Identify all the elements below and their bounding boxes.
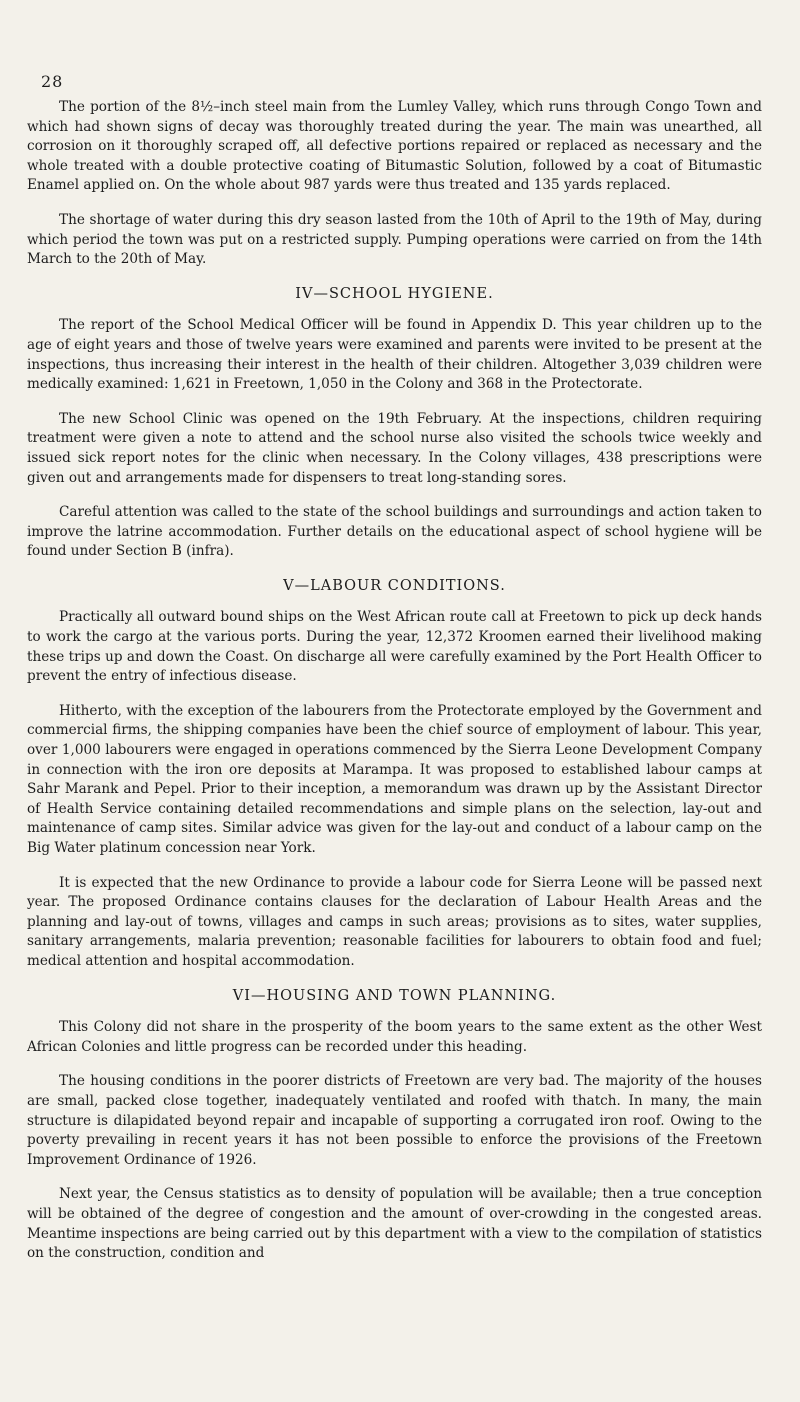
document-body bbox=[27, 98, 762, 1279]
paragraph: The new School Clinic was opened on the 19th February. At the inspections, children requiring treatment were given a note to attend and the school nurse also visited the schools twice weekly and issued sick report notes for the clinic when necessary. In the Colony villages, 438 prescriptions were given out and arrangements made for dispensers to treat long-standing sores. bbox=[27, 410, 762, 486]
section-heading-housing: VI—HOUSING AND TOWN PLANNING. bbox=[232, 987, 557, 1004]
paragraph: Hitherto, with the exception of the labourers from the Protectorate employed by the Government and commercial firms, the shipping companies have been the chief source of employment of labour. This year, over 1,000 labourers were engaged in operations commenced by the Sierra Leone Development Company in connection with the iron ore deposits at Marampa. It was proposed to established labour camps at Sahr Marank and Pepel. Prior to their inception, a memorandum was drawn up by the Assistant Director of Health Service containing detailed recommendations and simple plans on the selection, lay-out and maintenance of camp sites. Similar advice was given for the lay-out and conduct of a labour camp on the Big Water platinum concession near York. bbox=[27, 702, 762, 856]
paragraph-water-shortage: The shortage of water during this dry season lasted from the 10th of April to the 19th of May, during which period the town was put on a restricted supply. Pumping operations were carried on from the 14th March to the 20th of May. bbox=[27, 211, 762, 268]
paragraph: This Colony did not share in the prosperity of the boom years to the same extent as the other West African Colonies and little progress can be recorded under this heading. bbox=[27, 1019, 762, 1055]
section-heading-labour-conditions: V—LABOUR CONDITIONS. bbox=[283, 577, 506, 594]
paragraph: It is expected that the new Ordinance to provide a labour code for Sierra Leone will be passed next year. The proposed Ordinance contains clauses for the declaration of Labour Health Areas and the planning and lay-out of towns, villages and camps in such areas; provisions as to sites, water supplies, sanitary arrangements, malaria prevention; reasonable facilities for labourers to obtain food and fuel; medical attention and hospital accommodation. bbox=[27, 874, 762, 969]
paragraph: Next year, the Census statistics as to density of population will be available; then a true conception will be obtained of the degree of congestion and the amount of over-crowding in the congested areas. Meantime inspections are being carried out by this department with a view to the compilation of statistics on the construction, condition and bbox=[27, 1186, 762, 1262]
section-heading-school-hygiene: IV—SCHOOL HYGIENE. bbox=[295, 285, 494, 302]
paragraph: Practically all outward bound ships on the West African route call at Freetown to pick up deck hands to work the cargo at the various ports. During the year, 12,372 Kroomen earned their livelihood making these trips up and down the Coast. On discharge all were carefully examined by the Port Health Officer to prevent the entry of infectious disease. bbox=[27, 609, 762, 685]
paragraph: Careful attention was called to the state of the school buildings and surroundings and action taken to improve the latrine accommodation. Further details on the educational aspect of school hygiene will be found under Section B (infra). bbox=[27, 504, 762, 560]
paragraph: The report of the School Medical Officer will be found in Appendix D. This year children up to the age of eight years and those of twelve years were examined and parents were invited to be present at the inspections, thus increasing their interest in the health of their children. Altogether 3,039 children were medically examined: 1,621 in Freetown, 1,050 in the Colony and 368 in the Protectorate. bbox=[27, 317, 762, 393]
paragraph: The housing conditions in the poorer districts of Freetown are very bad. The majority of the houses are small, packed close together, inadequately ventilated and roofed with thatch. In many, the main structure is dilapidated beyond repair and incapable of supporting a corrugated iron roof. Owing to the poverty prevailing in recent years it has not been possible to enforce the provisions of the Freetown Improvement Ordinance of 1926. bbox=[27, 1073, 762, 1168]
paragraph-water-main: The portion of the 8½–inch steel main from the Lumley Valley, which runs through Congo Town and which had shown signs of decay was thoroughly treated during the year. The main was unearthed, all corrosion on it thoroughly scraped off, all defective portions repaired or replaced as necessary and the whole treated with a double protective coating of Bitumastic Solution, followed by a coat of Bitumastic Enamel applied on. On the whole about 987 yards were thus treated and 135 yards replaced. bbox=[27, 99, 762, 194]
page-number: 28 bbox=[41, 72, 64, 91]
